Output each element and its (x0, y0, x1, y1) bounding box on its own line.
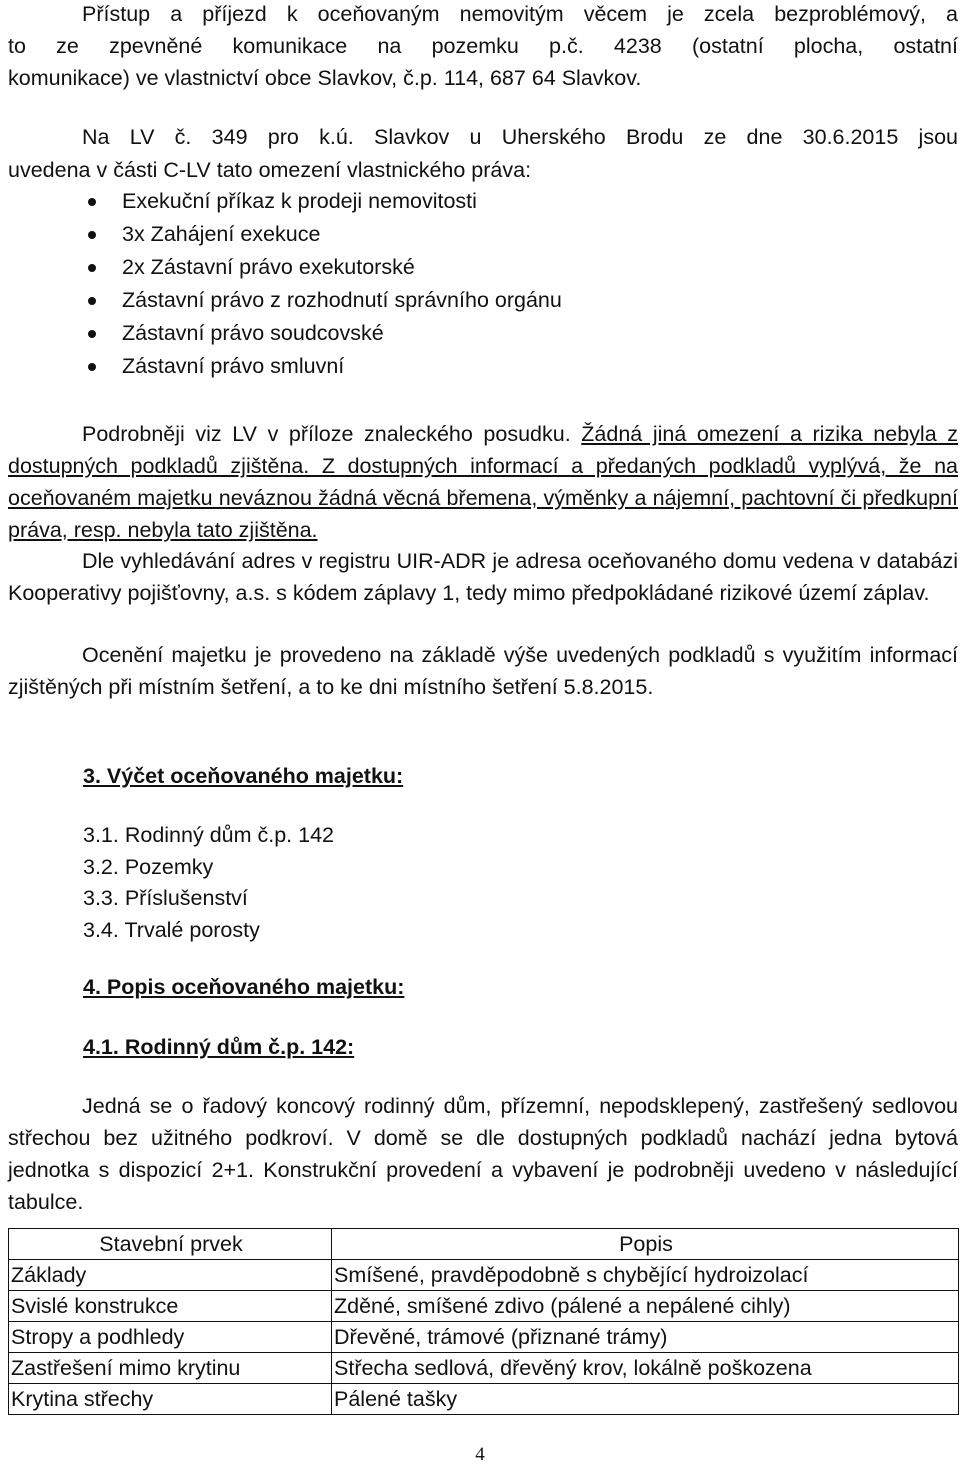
flood-zone-paragraph: Dle vyhledávání adres v registru UIR-ADR je adresa oceňovaného domu vedena v databázi Kooperativy pojišťovny, a.s. s kódem záplavy 1, tedy mimo předpokládané rizikové území záplav. (8, 549, 958, 605)
table-cell: Střecha sedlová, dřevěný krov, lokálně poškozena (332, 1353, 959, 1384)
details-intro: Podrobněji viz LV v příloze znaleckého posudku. (82, 422, 582, 446)
restriction-item: 3x Zahájení exekuce (8, 218, 958, 251)
valuation-basis-paragraph: Ocenění majetku je provedeno na základě výše uvedených podkladů s využitím informací zjištěných při místním šetření, a to ke dni místního šetření 5.8.2015. (8, 643, 958, 699)
table-cell: Základy (9, 1260, 332, 1291)
lv-paragraph-line-1: Na LV č. 349 pro k.ú. Slavkov u Uherského Brodu ze dne 30.6.2015 jsou (82, 125, 958, 149)
table-cell: Smíšené, pravděpodobně s chybějící hydroizolací (332, 1260, 959, 1291)
table-row (9, 1322, 959, 1353)
table-header-row (9, 1229, 959, 1260)
access-paragraph-line-2: to ze zpevněné komunikace na pozemku p.č. 4238 (ostatní plocha, ostatní (8, 34, 958, 58)
restriction-item: Zástavní právo z rozhodnutí správního orgánu (8, 284, 958, 317)
restriction-item: Zástavní právo soudcovské (8, 317, 958, 350)
section-3-heading: 3. Výčet oceňovaného majetku: (83, 764, 404, 788)
access-paragraph-line-3: komunikace) ve vlastnictví obce Slavkov, č.p. 114, 687 64 Slavkov. (8, 66, 642, 90)
access-paragraph-line-1: Přístup a příjezd k oceňovaným nemovitým věcem je zcela bezproblémový, a (82, 2, 958, 26)
asset-list-item: 3.4. Trvalé porosty (83, 917, 260, 942)
table-cell: Svislé konstrukce (9, 1291, 332, 1322)
restriction-item: 2x Zástavní právo exekutorské (8, 251, 958, 284)
no-other-restrictions-text: Žádná jiná omezení a rizika nebyla z dostupných podkladů zjištěna. Z dostupných informací a předaných podkladů vyplývá, že na oceňovaném majetku neváznou žádná věcná břemena, výměnky a nájemní, pachtovní či předkupní práva, resp. nebyla tato zjištěna. (8, 422, 958, 542)
house-description-paragraph: Jedná se o řadový koncový rodinný dům, přízemní, nepodsklepený, zastřešený sedlovou střechou bez užitného podkroví. V domě se dle dostupných podkladů nachází jedna bytová jednotka s dispozicí 2+1. Konstrukční provedení a vybavení je podrobněji uvedeno v následující tabulce. (8, 1094, 958, 1214)
details-paragraph (8, 418, 958, 546)
table-row (9, 1260, 959, 1291)
table-cell: Zastřešení mimo krytinu (9, 1353, 332, 1384)
table-row (9, 1353, 959, 1384)
table-row (9, 1291, 959, 1322)
restriction-item: Exekuční příkaz k prodeji nemovitosti (8, 185, 958, 218)
asset-list (83, 820, 334, 946)
page-number: 4 (475, 1444, 485, 1465)
section-4-1-heading: 4.1. Rodinný dům č.p. 142: (83, 1035, 355, 1059)
table-cell: Stropy a podhledy (9, 1322, 332, 1353)
asset-list-item: 3.2. Pozemky (83, 854, 214, 879)
asset-list-item: 3.3. Příslušenství (83, 886, 248, 910)
restriction-item: Zástavní právo smluvní (8, 350, 958, 383)
table-header-cell: Popis (332, 1229, 959, 1260)
table-header-cell: Stavební prvek (9, 1229, 332, 1260)
section-4-heading: 4. Popis oceňovaného majetku: (83, 975, 405, 999)
table-cell: Dřevěné, trámové (přiznané trámy) (332, 1322, 959, 1353)
table-cell: Zděné, smíšené zdivo (pálené a nepálené cihly) (332, 1291, 959, 1322)
table-cell: Krytina střechy (9, 1384, 332, 1415)
table-cell: Pálené tašky (332, 1384, 959, 1415)
restriction-list (8, 185, 958, 383)
lv-paragraph-line-2: uvedena v části C-LV tato omezení vlastnického práva: (8, 158, 532, 182)
asset-list-item: 3.1. Rodinný dům č.p. 142 (83, 823, 334, 847)
construction-table (8, 1228, 959, 1415)
table-row (9, 1384, 959, 1415)
